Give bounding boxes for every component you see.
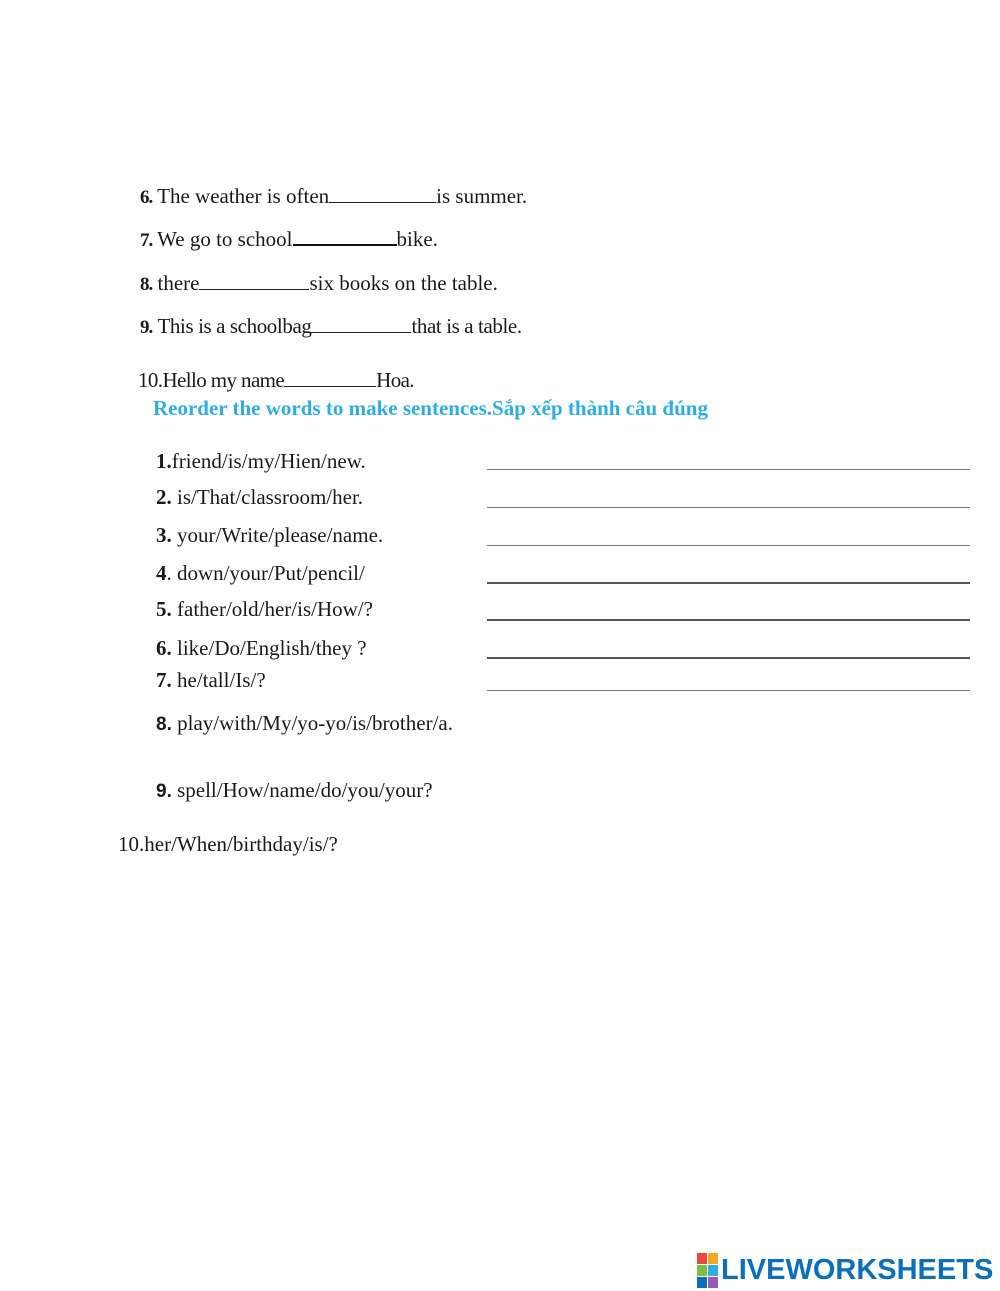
blank-item-8 xyxy=(140,271,498,296)
item-text-after: bike. xyxy=(396,227,438,251)
blank-item-9 xyxy=(140,314,522,339)
logo-blocks-icon xyxy=(697,1253,718,1288)
answer-line-1[interactable] xyxy=(487,469,970,470)
item-text-before: The weather is often xyxy=(157,184,330,208)
answer-line-4[interactable] xyxy=(487,582,970,584)
blank-item-6 xyxy=(140,184,527,209)
reorder-item-8 xyxy=(156,711,453,736)
section-heading: Reorder the words to make sentences.Sắp xếp thành câu đúng xyxy=(153,396,708,420)
item-number: 8. xyxy=(156,714,172,735)
item-number: 1. xyxy=(156,449,172,473)
item-number: 6. xyxy=(140,187,153,208)
answer-line-7[interactable] xyxy=(487,690,970,691)
blank-field[interactable] xyxy=(311,316,411,333)
item-text: is/That/classroom/her. xyxy=(177,485,364,509)
blank-field[interactable] xyxy=(284,370,376,387)
item-text-after: six books on the table. xyxy=(309,271,498,295)
item-text-before: Hello my name xyxy=(162,368,285,392)
item-text-after: Hoa. xyxy=(376,368,414,392)
blank-field[interactable] xyxy=(199,273,309,290)
item-number: 7. xyxy=(140,230,153,251)
answer-line-6[interactable] xyxy=(487,657,970,659)
blank-field[interactable] xyxy=(329,186,436,203)
item-number: 9. xyxy=(140,317,153,338)
item-text-before: We go to school xyxy=(157,227,293,251)
reorder-item-9 xyxy=(156,778,433,803)
item-number: 3. xyxy=(156,523,172,547)
item-text: spell/How/name/do/you/your? xyxy=(177,778,433,802)
brand-name: LIVEWORKSHEETS xyxy=(721,1253,994,1286)
blank-item-10 xyxy=(138,368,414,393)
item-text: her/When/birthday/is/? xyxy=(144,832,338,856)
item-text-after: that is a table. xyxy=(411,314,522,338)
item-text-before: there xyxy=(157,271,200,295)
item-text: play/with/My/yo-yo/is/brother/a. xyxy=(177,711,453,735)
item-number: 8. xyxy=(140,274,153,295)
item-number: 9. xyxy=(156,781,172,802)
answer-line-5[interactable] xyxy=(487,619,970,621)
reorder-item-1 xyxy=(156,449,366,474)
item-text-after: is summer. xyxy=(436,184,528,208)
item-number: 5. xyxy=(156,597,172,621)
item-text: your/Write/please/name. xyxy=(177,523,384,547)
blank-item-7 xyxy=(140,227,438,252)
item-text: he/tall/Is/? xyxy=(177,668,266,692)
item-number: 10. xyxy=(118,832,145,856)
item-number: 2. xyxy=(156,485,172,509)
item-text: . down/your/Put/pencil/ xyxy=(166,561,365,585)
reorder-item-6 xyxy=(156,636,367,661)
answer-line-3[interactable] xyxy=(487,545,970,546)
item-number: 6. xyxy=(156,636,172,660)
reorder-item-10 xyxy=(118,832,338,857)
item-number: 10. xyxy=(138,368,163,392)
blank-field[interactable] xyxy=(293,228,397,246)
reorder-item-5 xyxy=(156,597,373,622)
item-text: friend/is/my/Hien/new. xyxy=(171,449,366,473)
reorder-item-7 xyxy=(156,668,266,693)
item-text: father/old/her/is/How/? xyxy=(177,597,373,621)
item-text: like/Do/English/they ? xyxy=(177,636,367,660)
reorder-item-4 xyxy=(156,561,365,586)
reorder-item-3 xyxy=(156,523,383,548)
answer-line-2[interactable] xyxy=(487,507,970,508)
reorder-item-2 xyxy=(156,485,363,510)
item-number: 7. xyxy=(156,668,172,692)
item-text-before: This is a schoolbag xyxy=(157,314,312,338)
item-number: 4 xyxy=(156,561,167,585)
liveworksheets-logo xyxy=(697,1252,993,1288)
